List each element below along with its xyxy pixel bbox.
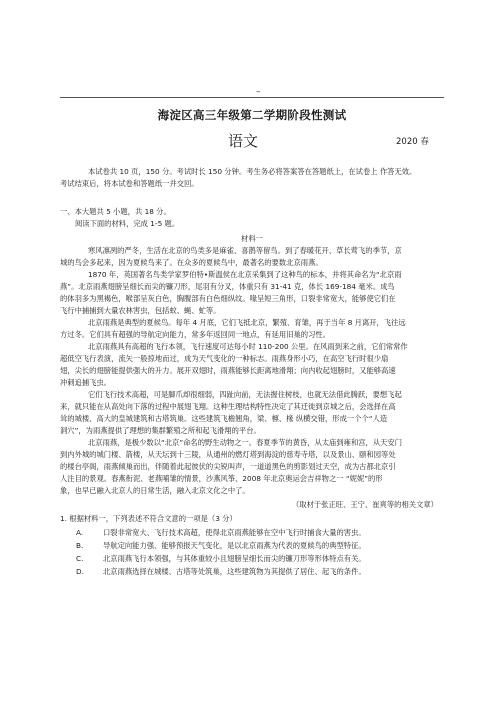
question-stem: 1. 根据材料一，下列表述不符合文意的一项是（3 分）	[60, 514, 237, 523]
paragraph-line: 耸的城楼、高大的皇城建筑和古塔筑巢。这些建筑飞檐翘角，梁、檩、椽 纵横交错，形成一个个“人造	[60, 414, 388, 423]
paragraph-line: 象，也早已融入北京人的日常生活，融入北京文化之中了。	[60, 486, 250, 495]
paragraph-line: 人注目的景观。春燕衔泥、老燕哺雏的情景，沙燕风筝、2008 年北京奥运会吉祥物之一 “妮妮”的形	[60, 474, 383, 483]
material-label: 材料一	[241, 234, 263, 243]
option-letter: B.	[76, 541, 84, 550]
option-text: 北京雨燕飞行本领强，与其体重较小且翅膀呈细长而尖的镰刀形等形体特点有关。	[103, 554, 366, 563]
paragraph-line: 飞行中捕捕到大量农林害虫，包括蚊、蝇、虻等。	[60, 306, 221, 315]
header-mark: –	[256, 87, 261, 97]
paragraph-line: 的楼台亭阁，雨燕倾巢而出，伴随着此起彼伏的尖锐叫声，一道道黑色的剪影划过天空，成为古都北京引	[60, 462, 396, 471]
subject-label: 语文	[228, 132, 259, 150]
paragraph-line: 洞穴”，为雨燕提供了理想的集群繁殖之所和起飞滑翔的平台。	[60, 426, 261, 435]
paragraph-line: 寒风凛冽的严冬，生活在北京的鸟类多是麻雀、喜鹊等留鸟。到了春暖花开、草长莺飞的季节，京	[88, 246, 402, 255]
paragraph-line: 北京雨燕是典型的夏候鸟。每年 4 月底，它们飞抵北京，繁殖、育雏，再于当年 8 月离开，飞往远	[88, 318, 406, 327]
option-text: 导航定向能力强、能够预报天气变化，是以北京雨燕为代表的夏候鸟的典型特征。	[103, 541, 366, 550]
instructions-line-2: 考试结束后，将本试卷和答题纸一并交回。	[60, 179, 199, 188]
paragraph-line: 方过冬。它们具有超强的导航定向能力，常多年返回同一地点，有延用旧巢的习性。	[60, 330, 330, 339]
paragraph-line: 北京雨燕具有高超的飞行本领，飞行速度可达每小时 110-200 公里。在风雨到来之前，它们常常作	[88, 342, 408, 351]
paragraph-line: 的体羽多为黑褐色，喉部呈灰白色，胸腹部有白色细纵纹。喙呈短三角形，口裂非常宽大，能够使它们在	[60, 294, 396, 303]
option-letter: D.	[76, 567, 84, 576]
section-intro: 阅读下面的材料，完成 1-5 题。	[75, 219, 180, 228]
season-label: 2020 春	[396, 137, 429, 147]
header-rule	[60, 97, 444, 98]
paragraph-line: 北京雨燕，是极少数以“北京”命名的野生动物之一。春夏季节的黄昏，从太庙到雍和宫，从天安门	[88, 438, 403, 447]
paragraph-line: 来，就只能在从高处向下落的过程中展翅飞翔。这种生理结构特性决定了其迁徙到京城之后，会选择在高	[60, 402, 396, 411]
paragraph-line: 翅，尖长的翅膀能提供强大的升力。展开双翅时，雨燕能够长距离地滑翔；向内收起翅膀时，又能够高速	[60, 366, 396, 375]
material-source: （取材于张正旺、王宁、崔爽等的相关文章）	[292, 500, 438, 509]
option-text: 口裂非常宽大、飞行技术高超，使得北京雨燕能够在空中飞行时捕食大量的害虫。	[103, 528, 366, 537]
option-letter: A.	[76, 528, 84, 537]
paragraph-line: 1870 年，英国著名鸟类学家罗伯特•斯温侯在北京采集到了这种鸟的标本，并将其命名为“北京雨	[88, 270, 402, 279]
option-letter: C.	[76, 554, 84, 563]
paragraph-line: 它们飞行技术高超，可是脚爪却很细弱，四趾向前，无法握住树枝，也就无法借此腾跃，要想飞起	[88, 390, 402, 399]
paragraph-line: 冲刺追捕飞虫。	[60, 378, 112, 387]
paragraph-line: 燕”。北京雨燕翅膀呈细长而尖的镰刀形，尾羽有分叉，体重只有 31-41 克，体长 169-184 毫米。成鸟	[60, 282, 395, 291]
paragraph-line: 城的鸟会多起来，因为夏候鸟来了。在众多的夏候鸟中，最著名的要数北京雨燕。	[60, 258, 323, 267]
option-text: 北京雨燕选择在城楼、古塔等处筑巢，这些建筑物为其提供了居住、起飞的条件。	[103, 567, 366, 576]
paragraph-line: 到内外城的城门楼、箭楼，从天坛到十三陵，从通州的燃灯塔到海淀的慈寿寺塔，以及景山、颐和园等处	[60, 450, 396, 459]
paragraph-line: 超低空飞行表演，流矢一般掠地而过，成为天气变化的一种标志。雨燕身形小巧，在高空飞行时很少扇	[60, 354, 389, 363]
section-heading: 一、本大题共 5 小题，共 18 分。	[60, 207, 171, 216]
instructions-line-1: 本试卷共 10 页，150 分。考试时长 150 分钟。考生务必将答案答在答题纸上，在试卷上 作答无效。	[88, 167, 417, 176]
exam-title: 海淀区高三年级第二学期阶段性测试	[157, 108, 347, 122]
